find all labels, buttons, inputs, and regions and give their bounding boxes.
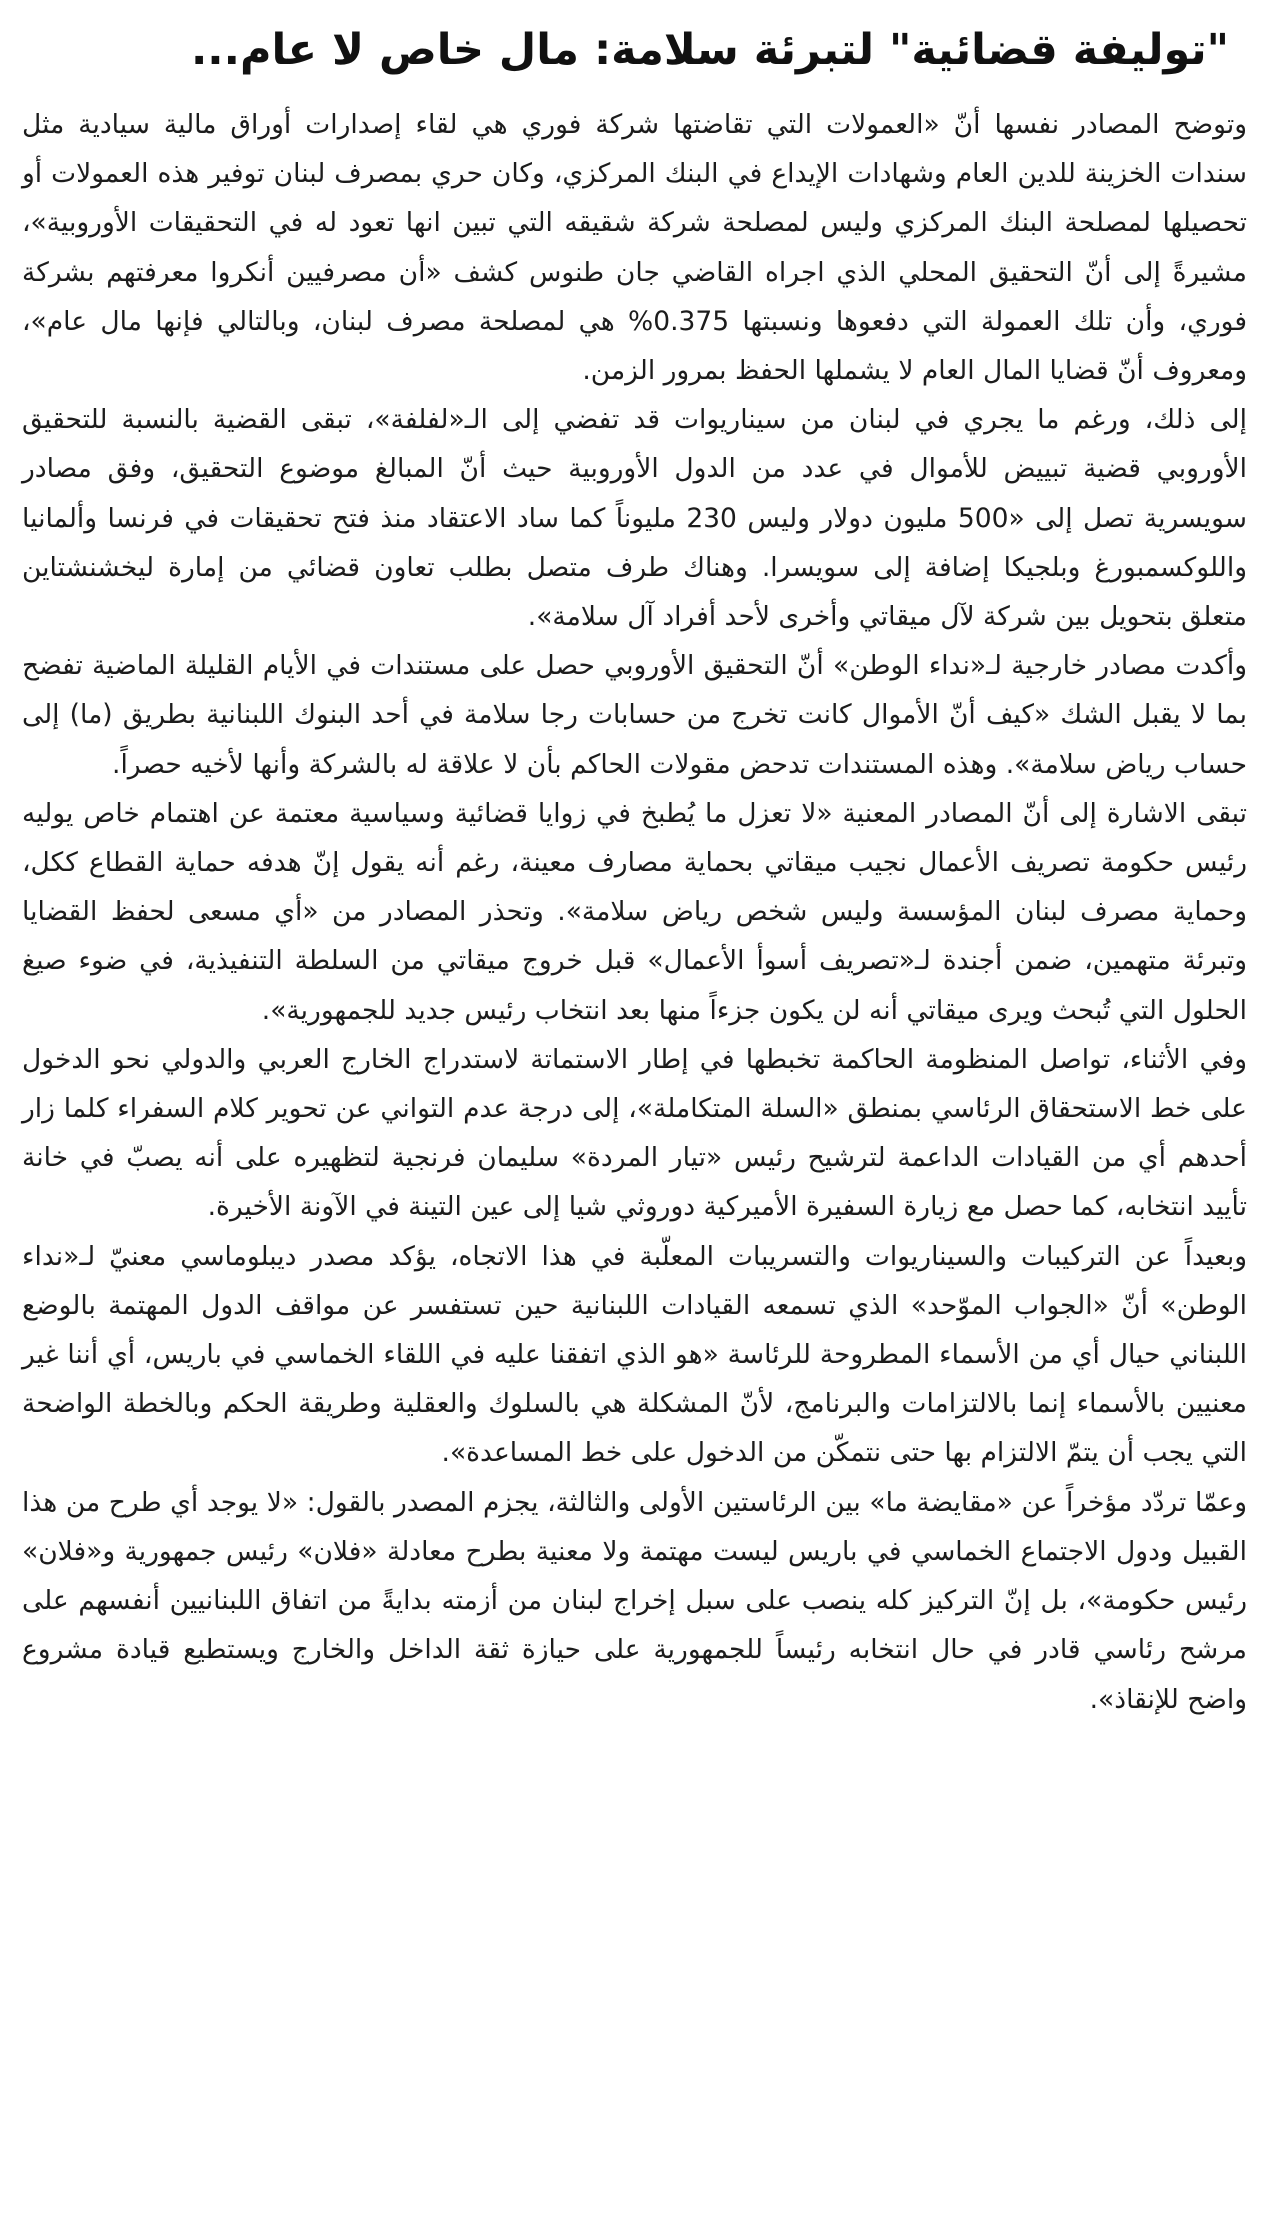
article-body bbox=[22, 100, 1247, 1724]
article-paragraph: وتوضح المصادر نفسها أنّ «العمولات التي تقاضتها شركة فوري هي لقاء إصدارات أوراق مالية سيادية مثل سندات الخزينة للدين العام وشهادات الإيداع في البنك المركزي، وكان حري بمصرف لبنان توفير هذه العمولات أو تحصيلها لمصلحة البنك المركزي وليس لمصلحة شركة شقيقه التي تبين انها تعود له في التحقيقات الأوروبية»، مشيرةً إلى أنّ التحقيق المحلي الذي اجراه القاضي جان طنوس كشف «أن مصرفيين أنكروا معرفتهم بشركة فوري، وأن تلك العمولة التي دفعوها ونسبتها 0.375% هي لمصلحة مصرف لبنان، وبالتالي فإنها مال عام»، ومعروف أنّ قضايا المال العام لا يشملها الحفظ بمرور الزمن. bbox=[22, 109, 1247, 387]
article-headline: "توليفة قضائية" لتبرئة سلامة: مال خاص لا عام... bbox=[190, 25, 1229, 75]
article-paragraph: وعمّا تردّد مؤخراً عن «مقايضة ما» بين الرئاستين الأولى والثالثة، يجزم المصدر بالقول: «لا يوجد أي طرح من هذا القبيل ودول الاجتماع الخماسي في باريس ليست مهتمة ولا معنية بطرح معادلة «فلان» رئيس جمهورية و«فلان» رئيس حكومة»، بل إنّ التركيز كله ينصب على سبل إخراج لبنان من أزمته بدايةً من اتفاق اللبنانيين أنفسهم على مرشح رئاسي قادر في حال انتخابه رئيساً للجمهورية على حيازة ثقة الداخل والخارج ويستطيع قيادة مشروع واضح للإنقاذ». bbox=[22, 1486, 1247, 1715]
article-paragraph: وبعيداً عن التركيبات والسيناريوات والتسريبات المعلّبة في هذا الاتجاه، يؤكد مصدر ديبلوماسي معنيّ لـ«نداء الوطن» أنّ «الجواب الموّحد» الذي تسمعه القيادات اللبنانية حين تستفسر عن مواقف الدول المهتمة بالوضع اللبناني حيال أي من الأسماء المطروحة للرئاسة «هو الذي اتفقنا عليه في اللقاء الخماسي في باريس، أي أننا غير معنيين بالأسماء إنما بالالتزامات والبرنامج، لأنّ المشكلة هي بالسلوك والعقلية وطريقة الحكم وبالخطة الواضحة التي يجب أن يتمّ الالتزام بها حتى نتمكّن من الدخول على خط المساعدة». bbox=[22, 1240, 1247, 1469]
article-paragraph: إلى ذلك، ورغم ما يجري في لبنان من سيناريوات قد تفضي إلى الـ«لفلفة»، تبقى القضية بالنسبة للتحقيق الأوروبي قضية تبييض للأموال في عدد من الدول الأوروبية حيث أنّ المبالغ موضوع التحقيق، وفق مصادر سويسرية تصل إلى «500 مليون دولار وليس 230 مليوناً كما ساد الاعتقاد منذ فتح تحقيقات في فرنسا وألمانيا واللوكسمبورغ وبلجيكا إضافة إلى سويسرا. وهناك طرف متصل بطلب تعاون قضائي من إمارة ليخشنشتاين متعلق بتحويل بين شركة لآل ميقاتي وأخرى لأحد أفراد آل سلامة». bbox=[22, 404, 1247, 633]
article-paragraph: وأكدت مصادر خارجية لـ«نداء الوطن» أنّ التحقيق الأوروبي حصل على مستندات في الأيام القليلة الماضية تفضح بما لا يقبل الشك «كيف أنّ الأموال كانت تخرج من حسابات رجا سلامة في أحد البنوك اللبنانية بطريق (ما) إلى حساب رياض سلامة». وهذه المستندات تدحض مقولات الحاكم بأن لا علاقة له بالشركة وأنها لأخيه حصراً. bbox=[22, 650, 1247, 780]
article-paragraph: وفي الأثناء، تواصل المنظومة الحاكمة تخبطها في إطار الاستماتة لاستدراج الخارج العربي والدولي نحو الدخول على خط الاستحقاق الرئاسي بمنطق «السلة المتكاملة»، إلى درجة عدم التواني عن تحوير كلام السفراء كلما زار أحدهم أي من القيادات الداعمة لترشيح رئيس «تيار المردة» سليمان فرنجية لتظهيره على أنه يصبّ في خانة تأييد انتخابه، كما حصل مع زيارة السفيرة الأميركية دوروثي شيا إلى عين التينة في الآونة الأخيرة. bbox=[22, 1043, 1247, 1223]
article-paragraph: تبقى الاشارة إلى أنّ المصادر المعنية «لا تعزل ما يُطبخ في زوايا قضائية وسياسية معتمة عن اهتمام خاص يوليه رئيس حكومة تصريف الأعمال نجيب ميقاتي بحماية مصارف معينة، رغم أنه يقول إنّ هدفه حماية القطاع ككل، وحماية مصرف لبنان المؤسسة وليس شخص رياض سلامة». وتحذر المصادر من «أي مسعى لحفظ القضايا وتبرئة متهمين، ضمن أجندة لـ«تصريف أسوأ الأعمال» قبل خروج ميقاتي من السلطة التنفيذية، في ضوء صيغ الحلول التي تُبحث ويرى ميقاتي أنه لن يكون جزءاً منها بعد انتخاب رئيس جديد للجمهورية». bbox=[22, 797, 1247, 1026]
